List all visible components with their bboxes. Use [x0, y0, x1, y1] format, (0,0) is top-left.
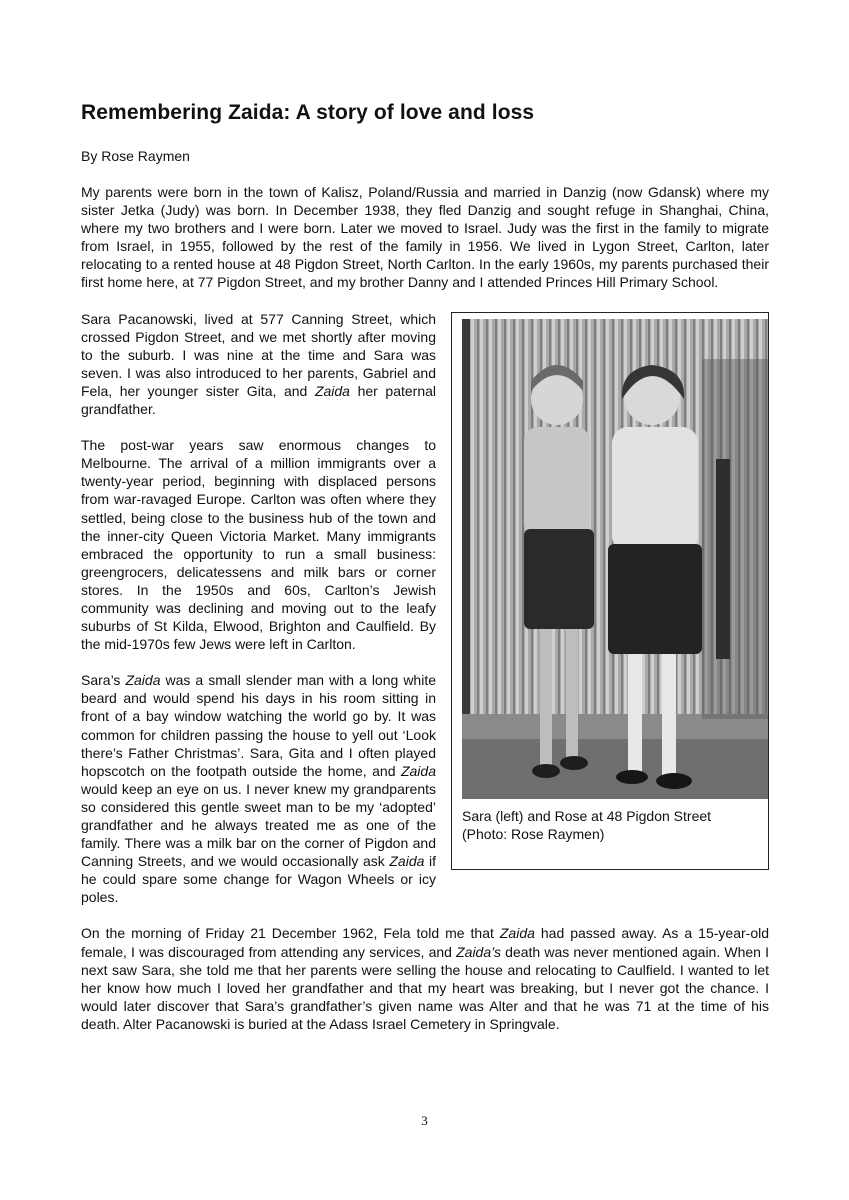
- paragraph-sara: Sara Pacanowski, lived at 577 Canning Street, which crossed Pigdon Street, and we met shortly after moving to the suburb. I was nine at the time and Sara was seven. I was also introduced to her parents, Gabriel and Fela, her younger sister Gita, and Zaida her paternal grandfather.: [81, 310, 436, 418]
- page-number: 3: [421, 1113, 428, 1128]
- caption-line-1: Sara (left) and Rose at 48 Pigdon Street: [462, 807, 712, 824]
- zaida-italic: Zaida: [314, 382, 350, 399]
- floated-section: [81, 310, 769, 907]
- caption-line-2: (Photo: Rose Raymen): [462, 825, 605, 842]
- paragraph-post-war: The post-war years saw enormous changes to Melbourne. The arrival of a million immigrants over a twenty-year period, beginning with displaced persons from war-ravaged Europe. Carlton was often where they settled, being close to the business hub of the town and the inner-city Queen Victoria Market. Many immigrants embraced the opportunity to run a small business: greengrocers, delicatessens and milk bars or corner stores. In the 1950s and 60s, Carlton’s Jewish community was declining and moving out to the leafy suburbs of St Kilda, Elwood, Brighton and Caulfield. By the mid-1970s few Jews were left in Carlton.: [81, 437, 436, 653]
- intro-paragraph: My parents were born in the town of Kalisz, Poland/Russia and married in Danzig (now Gdansk) where my sister Jetka (Judy) was born. In December 1938, they fled Danzig and sought refuge in Shanghai, China, where my two brothers and I were born. Later we moved to Israel. Judy was the first in the family to migrate from Israel, in 1955, followed by the rest of the family in 1956. We lived in Lygon Street, Carlton, later relocating to a rented house at 48 Pigdon Street, North Carlton. In the early 1960s, my parents purchased their first home here, at 77 Pigdon Street, and my brother Danny and I attended Princes Hill Primary School.: [81, 184, 769, 291]
- paragraph-zaida: Sara’s Zaida was a small slender man with a long white beard and would spend his days in his room sitting in front of a bay window watching the world go by. It was common for children passing the house to yell out ‘Look there’s Father Christmas’. Sara, Gita and I often played hopscotch on the footpath outside the home, and Zaida would keep an eye on us. I never knew my grandparents so considered this gentle sweet man to be my ‘adopted’ grandfather and he always treated me as one of the family. There was a milk bar on the corner of Pigdon and Canning Streets, and we would occasionally ask Zaida if he could spare some change for Wagon Wheels or icy poles.: [81, 672, 436, 906]
- photo-figure: [451, 312, 769, 870]
- paragraph-passing: On the morning of Friday 21 December 1962, Fela told me that Zaida had passed away. As a 15-year-old female, I was discouraged from attending any services, and Zaida’s death was never mentioned again. When I next saw Sara, she told me that her parents were selling the house and relocating to Caulfield. I wanted to let her know how much I loved her grandfather and that my heart was breaking, but I never got the chance. I would later discover that Sara’s grandfather’s given name was Alter and that he was 71 at the time of his death. Alter Pacanowski is buried at the Adass Israel Cemetery in Springvale.: [81, 925, 769, 1032]
- photo-caption: [462, 807, 758, 843]
- article-title: Remembering Zaida: A story of love and loss: [81, 101, 535, 124]
- article: [81, 96, 769, 1033]
- byline: By Rose Raymen: [81, 148, 190, 164]
- photo-of-two-girls: [462, 319, 768, 799]
